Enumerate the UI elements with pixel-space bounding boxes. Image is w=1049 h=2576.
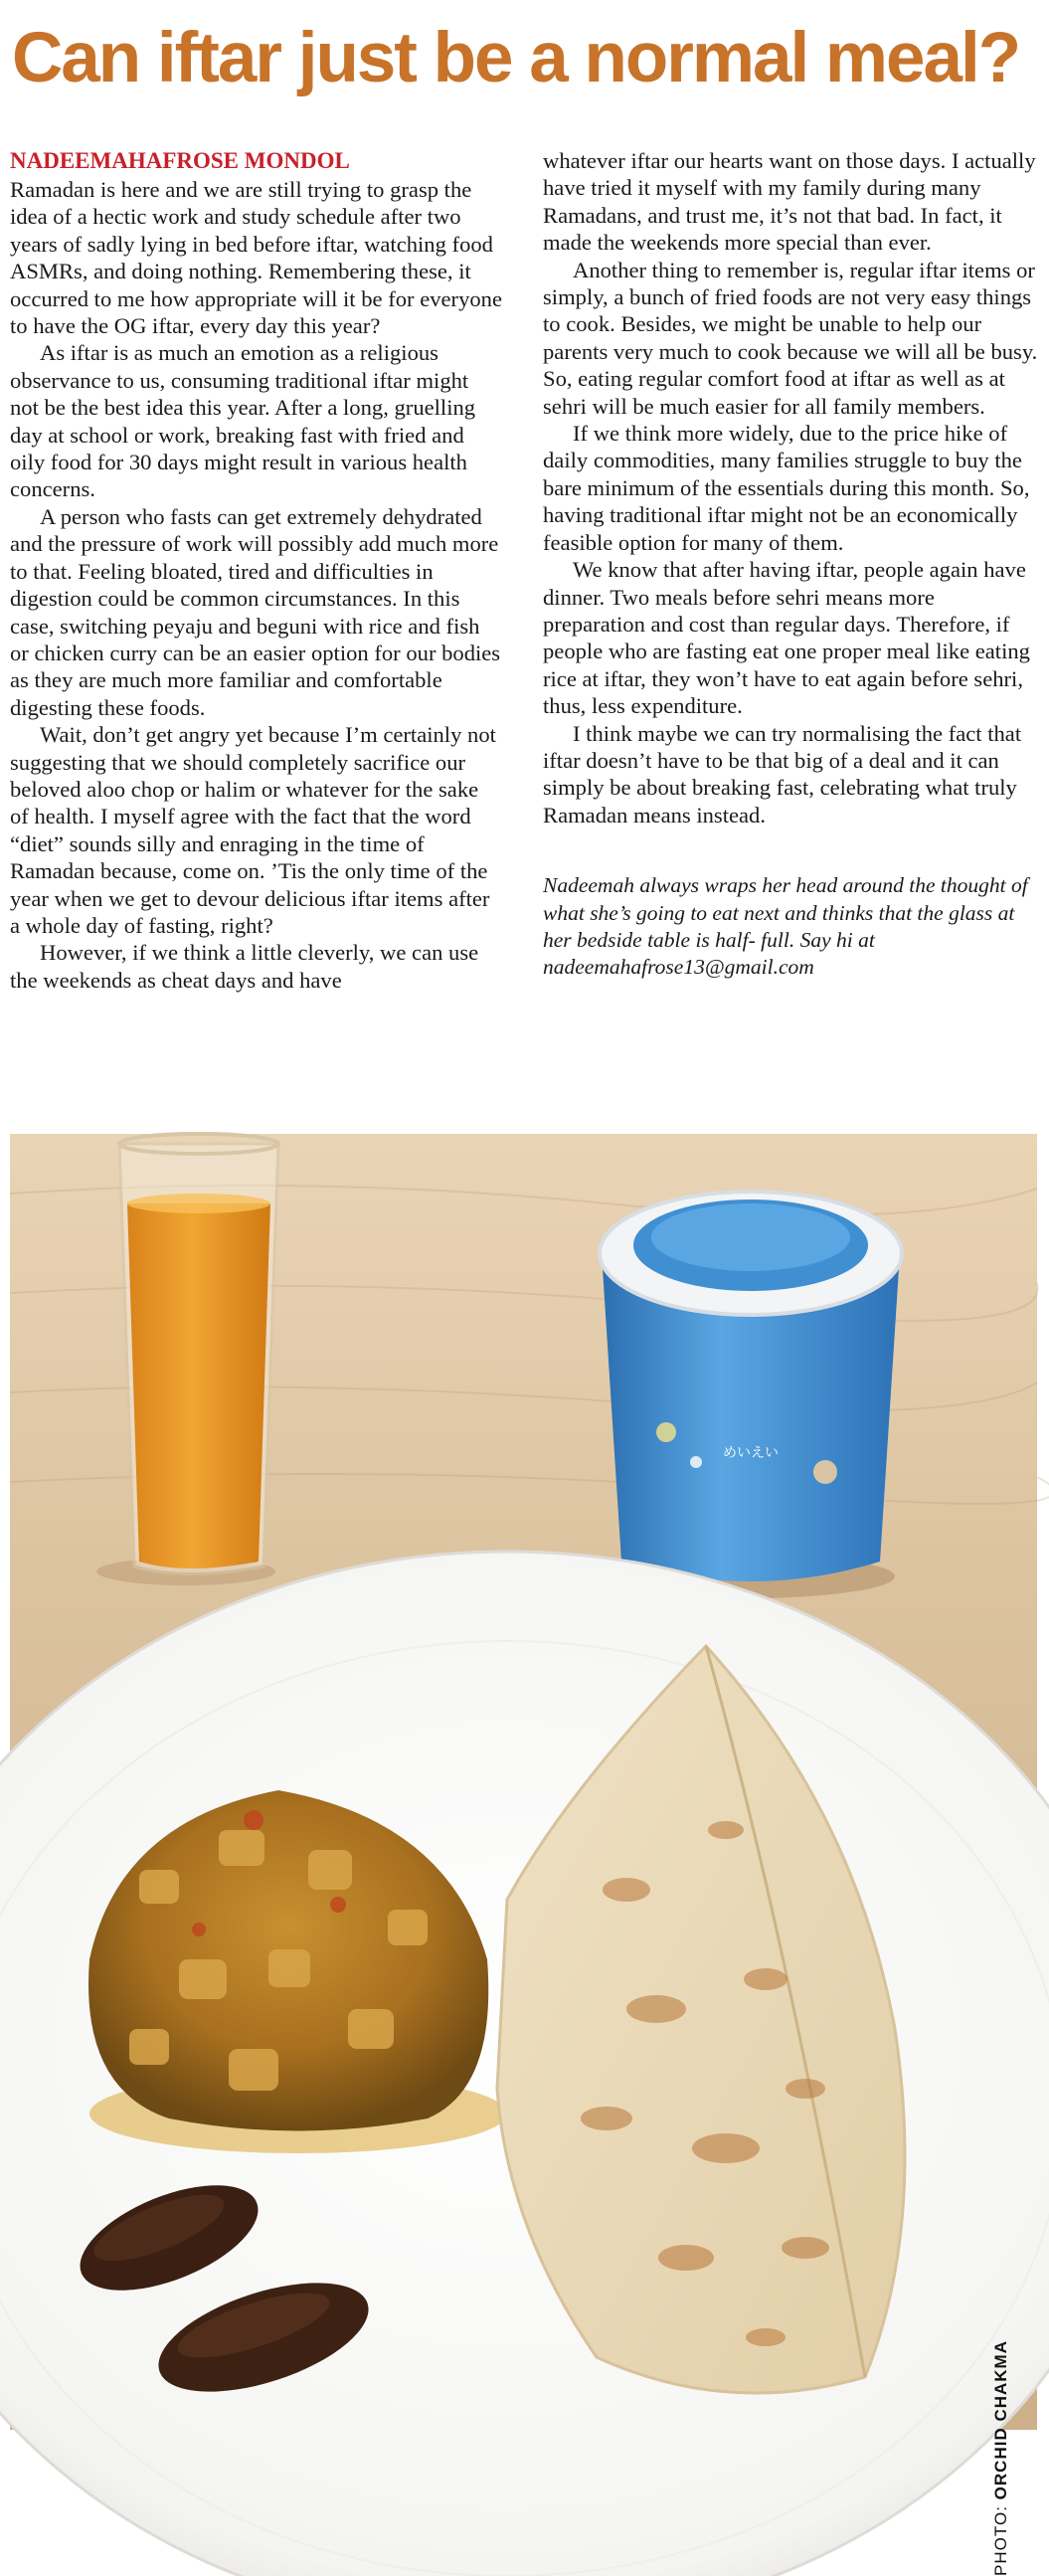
photo-credit-prefix: PHOTO: — [991, 2505, 1010, 2576]
photo-credit-name: ORCHID CHAKMA — [991, 2340, 1010, 2500]
lunch-jar — [597, 1192, 902, 1598]
paragraph: We know that after having iftar, people again have dinner. Two meals before sehri means more preparation and cost than regular days. Therefore, if people who are fasting eat one proper meal like eating rice at iftar, they won’t have to eat again before sehri, thus, less expenditure. — [543, 557, 1030, 719]
byline: NADEEMAHAFROSE MONDOL — [10, 148, 350, 173]
paragraph: A person who fasts can get extremely dehydrated and the pressure of work will possibly add much more to that. Feeling bloated, tired and difficulties in digestion could be common circumstances. In this case, switching peyaju and beguni with rice and fish or chicken curry can be an easier option for our bodies as they are much more familiar and comfortable digesting these foods. — [10, 503, 501, 720]
juice-glass — [96, 1134, 278, 1585]
paragraph: I think maybe we can try normalising the fact that iftar doesn’t have to be that big of a deal and it can simply be about breaking fast, celebrating what truly Ramadan means instead. — [543, 720, 1022, 828]
food-photo — [10, 1134, 1037, 2576]
paragraph: If we think more widely, due to the price hike of daily commodities, many families struggle to buy the bare minimum of the essentials during this month. So, having traditional iftar might not be an economically feasible option for many of them. — [543, 421, 1030, 555]
jar-label: めいえい — [723, 1445, 779, 1461]
paragraph: Wait, don’t get angry yet because I’m certainly not suggesting that we should completely sacrifice our beloved aloo chop or halim or whatever for the sake of health. I myself agree with the fact that the word “diet” sounds silly and enraging in the time of Ramadan because, come on. ’Tis the only time of the year when we get to devour delicious iftar items after a whole day of fasting, right? — [10, 722, 496, 938]
author-bio: Nadeemah always wraps her head around the thought of what she’s going to eat next and thinks that the glass at her bedside table is half- full. Say hi at nadeemahafrose13@gmail.com — [543, 873, 1028, 980]
headline: Can iftar just be a normal meal? — [12, 19, 1020, 97]
photo-credit — [991, 2340, 1011, 2576]
paragraph: Ramadan is here and we are still trying to grasp the idea of a hectic work and study schedule after two years of sadly lying in bed before iftar, watching food ASMRs, and doing nothing. Remembering these, it occurred to me how appropriate will it be for everyone to have the OG iftar, every day this year? — [10, 177, 502, 339]
paragraph: whatever iftar our hearts want on those days. I actually have tried it myself with my family during many Ramadans, and trust me, it’s not that bad. In fact, it made the weekends more special than ever. — [543, 148, 1036, 256]
paragraph: As iftar is as much an emotion as a religious observance to us, consuming traditional iftar might not be the best idea this year. After a long, gruelling day at school or work, breaking fast with fried and oily food for 30 days might result in various health concerns. — [10, 340, 476, 502]
paragraph: However, if we think a little cleverly, we can use the weekends as cheat days and have — [10, 940, 479, 993]
paragraph: Another thing to remember is, regular iftar items or simply, a bunch of fried foods are not very easy things to cook. Besides, we might be unable to help our parents very much to cook because we will all be busy. So, eating regular comfort food at iftar as well as at sehri will be much easier for all family members. — [543, 257, 1038, 419]
article-column-right — [543, 147, 1040, 982]
food-photo-illustration — [10, 1134, 1037, 2430]
article-column-left — [10, 147, 502, 994]
